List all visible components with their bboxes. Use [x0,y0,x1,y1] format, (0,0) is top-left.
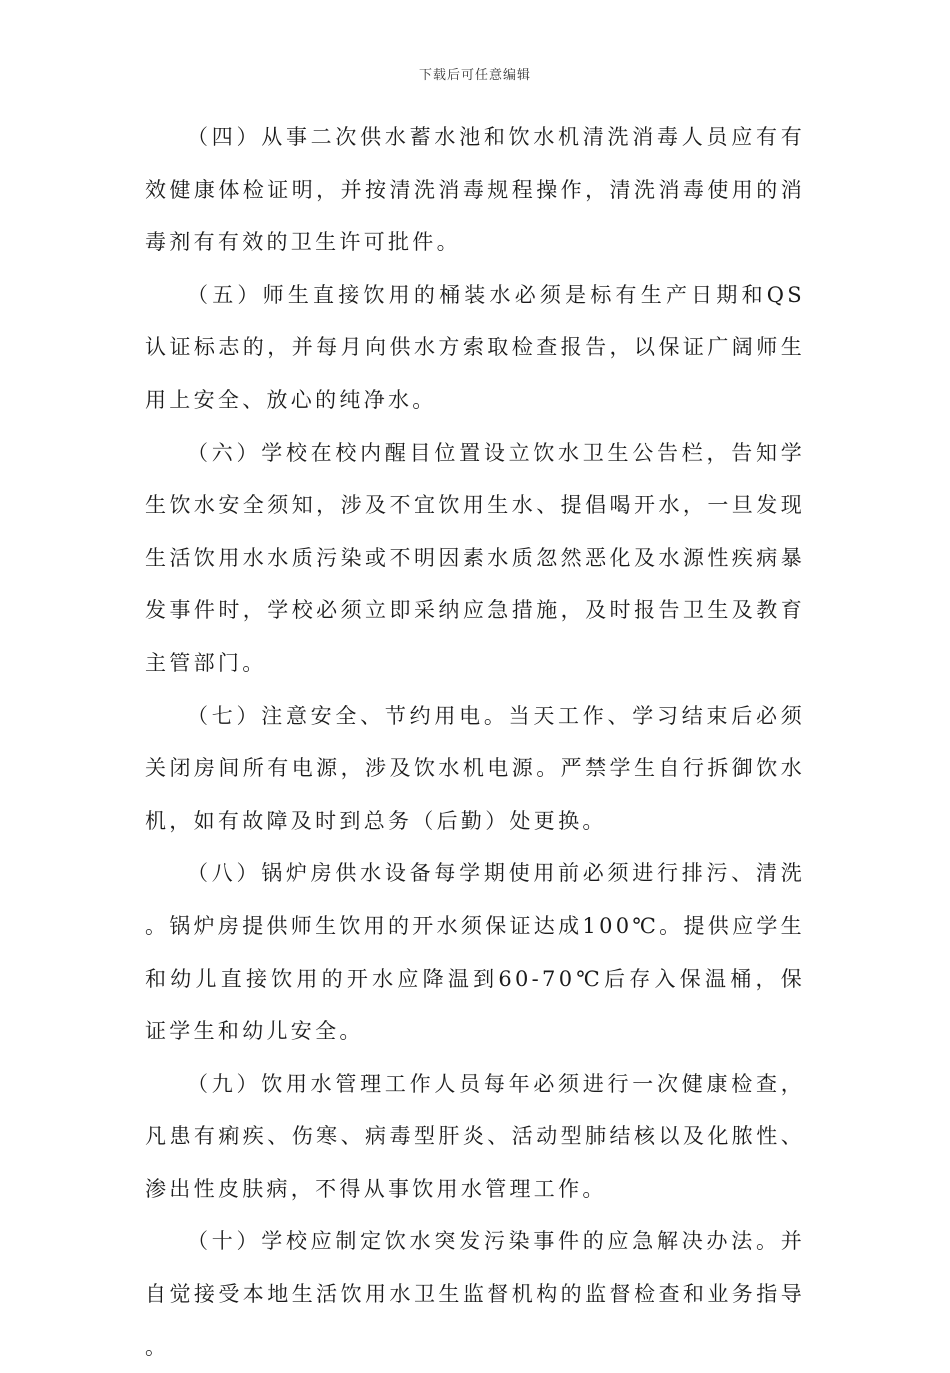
paragraph-7: （七）注意安全、节约用电。当天工作、学习结束后必须关闭房间所有电源，涉及饮水机电源。严禁学生自行拆御饮水机，如有故障及时到总务（后勤）处更换。 [145,703,805,833]
paragraph-8: （八）锅炉房供水设备每学期使用前必须进行排污、清洗。锅炉房提供师生饮用的开水须保证达成100℃。提供应学生和幼儿直接饮用的开水应降温到60-70℃后存入保温桶，保证学生和幼儿安全。 [145,861,805,1044]
paragraph-4: （四）从事二次供水蓄水池和饮水机清洗消毒人员应有有效健康体检证明，并按清洗消毒规程操作，清洗消毒使用的消毒剂有有效的卫生许可批件。 [145,125,805,255]
page-header: 下载后可任意编辑 [418,68,531,83]
paragraph-5: （五）师生直接饮用的桶装水必须是标有生产日期和QS认证标志的，并每月向供水方索取检查报告，以保证广阔师生用上安全、放心的纯净水。 [145,282,805,412]
paragraph-6: （六）学校在校内醒目位置设立饮水卫生公告栏，告知学生饮水安全须知，涉及不宜饮用生水、提倡喝开水，一旦发现生活饮用水水质污染或不明因素水质忽然恶化及水源性疾病暴发事件时，学校必须立即采纳应急措施，及时报告卫生及教育主管部门。 [145,440,805,675]
paragraph-9: （九）饮用水管理工作人员每年必须进行一次健康检查，凡患有痢疾、伤寒、病毒型肝炎、活动型肺结核以及化脓性、渗出性皮肤病，不得从事饮用水管理工作。 [145,1071,805,1201]
document-body [145,111,805,1373]
paragraph-10: （十）学校应制定饮水突发污染事件的应急解决办法。并自觉接受本地生活饮用水卫生监督机构的监督检查和业务指导。 [145,1229,805,1359]
